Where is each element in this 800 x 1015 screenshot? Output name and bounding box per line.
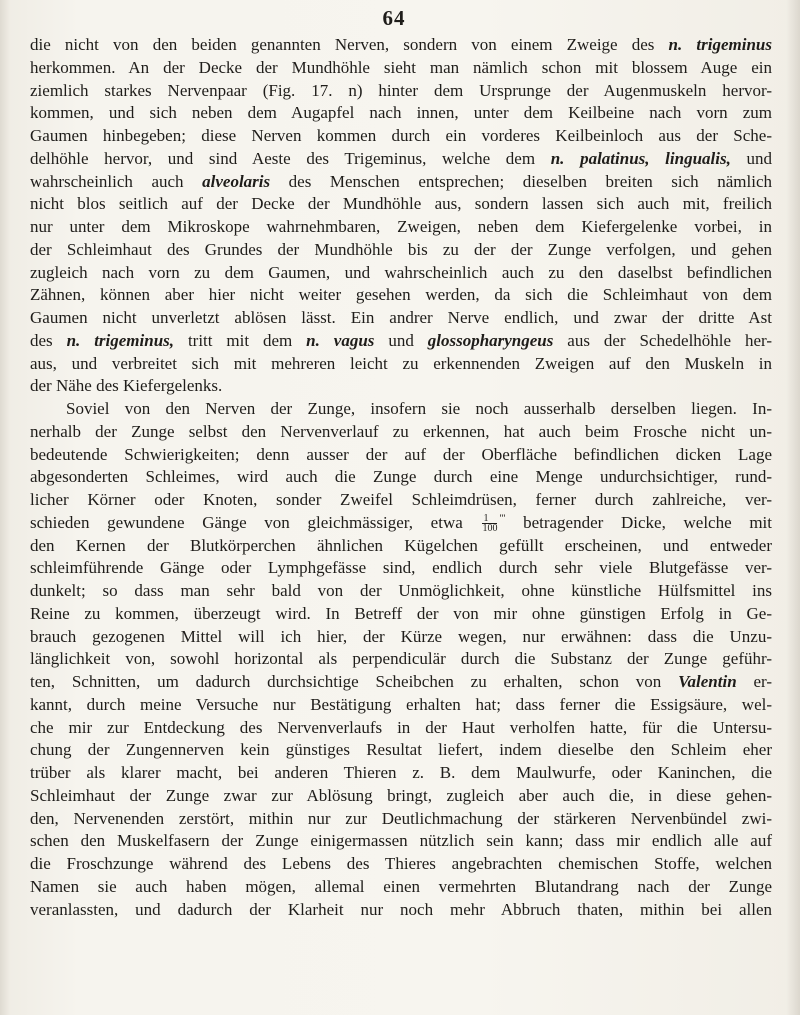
- page-gutter-shadow: [0, 0, 10, 1015]
- fraction-denominator: 100: [482, 523, 498, 535]
- line-unit-mark: ''': [499, 512, 506, 525]
- text-line: Gaumen hinbegeben; diese Nerven kommen durch ein vorderes Keilbeinloch aus der Sche-: [30, 126, 772, 145]
- text-line: dunkelt; so dass man sehr bald von der Unmöglichkeit, ohne künstliche Hülfsmittel ins: [30, 581, 772, 600]
- page-edge-shadow: [786, 0, 800, 1015]
- text-line: veranlassten, und dadurch der Klarheit nur noch mehr Abbruch thaten, mithin bei allen: [30, 899, 772, 919]
- text-line: trüber als klarer macht, bei anderen Thieren z. B. dem Maulwurfe, oder Kaninchen, die: [30, 763, 772, 782]
- text-run: schieden gewundene Gänge von gleichmässiger, etwa: [30, 512, 481, 532]
- fraction: [482, 514, 497, 533]
- text-line: die Froschzunge während des Lebens des Thieres angebrachten chemischen Stoffe, welchen: [30, 854, 772, 873]
- text-line: ziemlich starkes Nervenpaar (Fig. 17. n) hinter dem Ursprunge der Augenmuskeln hervor-: [30, 80, 772, 100]
- text-line: der Nähe des Kiefergelenks.: [30, 376, 223, 396]
- text-line: nerhalb der Zunge selbst den Nervenverlauf zu erkennen, hat auch beim Frosche nicht un-: [30, 421, 772, 441]
- text-line: Schleimhaut der Zunge zwar zur Ablösung bringt, zugleich aber auch die, in diese gehen-: [30, 785, 772, 805]
- text-line: [30, 671, 772, 694]
- text-line: [30, 171, 772, 194]
- text-line: zugleich nach vorn zu dem Gaumen, und wahrscheinlich auch zu den daselbst befindlichen: [30, 262, 772, 282]
- latin-term: alveolaris: [202, 171, 271, 191]
- text-line: [30, 148, 772, 171]
- text-line: che mir zur Entdeckung des Nervenverlaufs in der Haut verholfen hatte, für die Untersu-: [30, 717, 772, 737]
- text-line: Namen sie auch haben mögen, allemal einen vermehrten Blutandrang nach der Zunge: [30, 876, 772, 896]
- text-run: aus der Schedelhöhle her-: [553, 330, 772, 350]
- text-run: die nicht von den beiden genannten Nerven, sondern von einem Zweige des: [30, 35, 669, 54]
- latin-term: n. palatinus, lingualis,: [550, 148, 731, 168]
- text-line: [30, 34, 772, 57]
- fraction-numerator: 1: [482, 514, 497, 524]
- text-line: Soviel von den Nerven der Zunge, insofern sie noch ausserhalb derselben liegen. In-: [66, 399, 772, 418]
- latin-term: glossopharyngeus: [427, 330, 554, 350]
- text-run: und: [730, 148, 772, 168]
- text-line: länglichkeit von, sowohl horizontal als perpendiculär durch die Substanz der Zunge geführ-: [30, 649, 772, 669]
- text-run: ten, Schnitten, um dadurch durchsichtige Scheibchen zu erhalten, schon von: [30, 672, 679, 691]
- text-run: des: [30, 330, 67, 350]
- text-line: nicht blos seitlich auf der Decke der Mundhöhle aus, sondern lassen sich auch mit, freilich: [30, 194, 772, 214]
- text-run: delhöhle hervor, und sind Aeste des Trigeminus, welche dem: [30, 148, 551, 168]
- text-line: aus, und verbreitet sich mit mehreren leicht zu erkennenden Zweigen auf den Muskeln in: [30, 353, 772, 373]
- latin-term: n. trigeminus,: [66, 330, 175, 350]
- text-line: schleimführende Gänge oder Lymphgefässe sind, endlich durch sehr viele Blutgefässe ver-: [30, 558, 772, 578]
- text-line: chung der Zungennerven kein günstiges Resultat liefert, indem dieselbe den Schleim eher: [30, 740, 772, 760]
- text-line: kannt, durch meine Versuche nur Bestätigung erhalten hat; dass ferner die Essigsäure, wel-: [30, 694, 772, 714]
- text-line: Gaumen nicht unverletzt ablösen lässt. Ein andrer Nerve endlich, und zwar der dritte Ast: [30, 308, 772, 327]
- text-run: des Menschen entsprechen; dieselben breiten sich nämlich: [270, 171, 773, 191]
- text-line: [30, 512, 772, 535]
- text-line: den Kernen der Blutkörperchen ähnlichen Kügelchen gefüllt erscheinen, und entweder: [30, 535, 772, 555]
- text-run: tritt mit dem: [174, 330, 307, 350]
- page-number: 64: [382, 6, 406, 30]
- text-line: nur unter dem Mikroskope wahrnehmbaren, Zweigen, neben dem Kiefergelenke vorbei, in: [30, 217, 772, 236]
- text-line: den, Nervenenden zerstört, mithin nur zur Deutlichmachung der stärkeren Nervenbündel zwi-: [30, 808, 772, 828]
- latin-term: n. vagus: [306, 330, 375, 350]
- text-run: wahrscheinlich auch: [30, 171, 203, 191]
- text-line: kommen, und sich neben dem Augapfel nach innen, unter dem Keilbeine nach vorn zum: [30, 103, 772, 123]
- text-line: bedeutende Schwierigkeiten; denn ausser der auf der Oberfläche befindlichen dicken Lage: [30, 444, 772, 464]
- text-run: und: [374, 330, 428, 350]
- text-line: [30, 330, 772, 353]
- text-line: schen den Muskelfasern der Zunge einigermassen nützlich sein kann; dass mir endlich alle auf: [30, 831, 772, 851]
- text-line: brauch gezogenen Mittel will ich hier, der Kürze wegen, nur erwähnen: dass die Unzu-: [30, 626, 772, 646]
- text-run: er-: [736, 672, 772, 691]
- text-line: Zähnen, können aber hier nicht weiter gesehen werden, da sich die Schleimhaut von dem: [30, 285, 772, 305]
- text-line: abgesonderten Schleimes, wird auch die Zunge durch eine Menge undurchsichtiger, rund-: [30, 467, 772, 487]
- body-text: [30, 34, 772, 921]
- author-name: Valentin: [678, 672, 737, 691]
- text-line: der Schleimhaut des Grundes der Mundhöhle bis zu der der Zunge verfolgen, und gehen: [30, 239, 772, 259]
- text-line: herkommen. An der Decke der Mundhöhle sieht man nämlich schon mit blossem Auge ein: [30, 57, 772, 77]
- text-line: Reine zu kommen, überzeugt wird. In Betreff der von mir ohne günstigen Erfolg in Ge-: [30, 603, 772, 623]
- latin-term: n. trigeminus: [668, 35, 772, 54]
- text-line: licher Körner oder Knoten, sonder Zweifel Schleimdrüsen, ferner durch zahlreiche, ver-: [30, 490, 772, 509]
- text-run: betragender Dicke, welche mit: [505, 512, 772, 532]
